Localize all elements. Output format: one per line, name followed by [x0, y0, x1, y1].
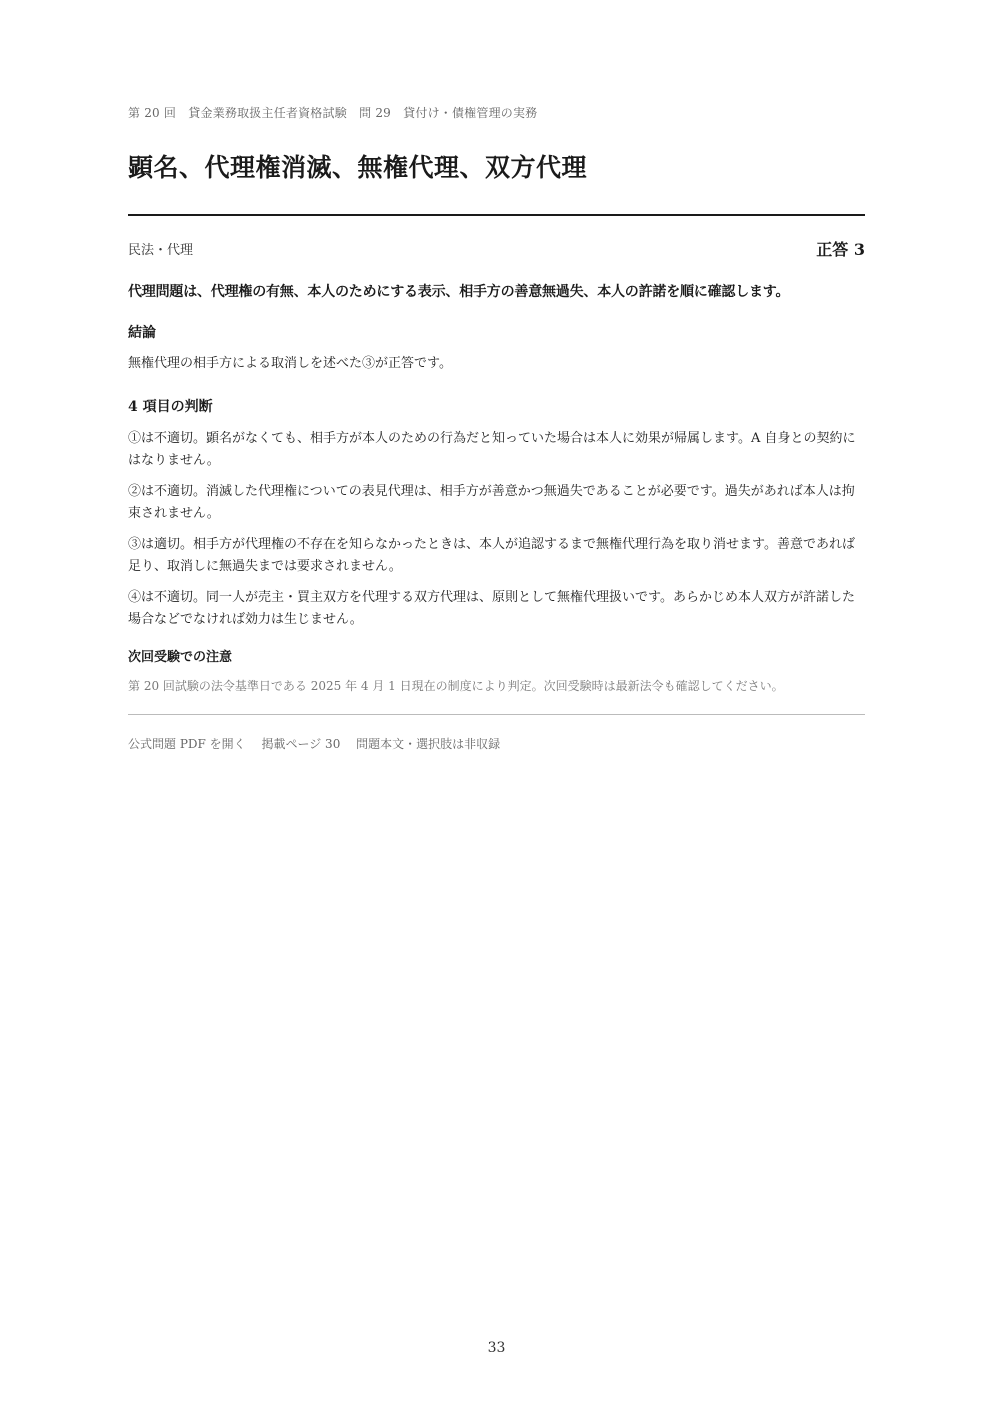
conclusion-heading: 結論 — [128, 325, 156, 341]
title-divider — [128, 214, 865, 216]
footer-divider — [128, 714, 865, 715]
running-head: 第 20 回 貸金業務取扱主任者資格試験 問 29 貸付け・債権管理の実務 — [128, 106, 538, 120]
open-pdf-link[interactable]: 公式問題 PDF を開く — [128, 737, 246, 751]
page-title: 顕名、代理権消滅、無権代理、双方代理 — [128, 153, 588, 182]
lead-summary: 代理問題は、代理権の有無、本人のためにする表示、相手方の善意無過失、本人の許諾を順に確認します。 — [128, 284, 790, 300]
judgment-item-3: ③は適切。相手方が代理権の不存在を知らなかったときは、本人が追認するまで無権代理行為を取り消せます。善意であれば足り、取消しに無過失までは要求されません。 — [128, 537, 855, 574]
correct-answer: 正答 3 — [816, 240, 865, 259]
caution-text: 第 20 回試験の法令基準日である 2025 年 4 月 1 日現在の制度により判定。次回受験時は最新法令も確認してください。 — [128, 679, 784, 693]
page-reference: 掲載ページ 30 — [261, 737, 341, 751]
footer-meta — [128, 735, 512, 752]
judgment-heading: 4 項目の判断 — [128, 399, 213, 415]
category-label: 民法・代理 — [128, 243, 194, 258]
omission-note: 問題本文・選択肢は非収録 — [356, 737, 501, 751]
judgment-item-2: ②は不適切。消滅した代理権についての表見代理は、相手方が善意かつ無過失であることが必要です。過失があれば本人は拘束されません。 — [128, 484, 855, 521]
judgment-item-4: ④は不適切。同一人が売主・買主双方を代理する双方代理は、原則として無権代理扱いです。あらかじめ本人双方が許諾した場合などでなければ効力は生じません。 — [128, 590, 855, 627]
caution-heading: 次回受験での注意 — [128, 650, 233, 665]
page-number: 33 — [487, 1340, 506, 1356]
judgment-item-1: ①は不適切。顕名がなくても、相手方が本人のための行為だと知っていた場合は本人に効果が帰属します。A 自身との契約にはなりません。 — [128, 431, 856, 468]
conclusion-text: 無権代理の相手方による取消しを述べた③が正答です。 — [128, 356, 452, 371]
